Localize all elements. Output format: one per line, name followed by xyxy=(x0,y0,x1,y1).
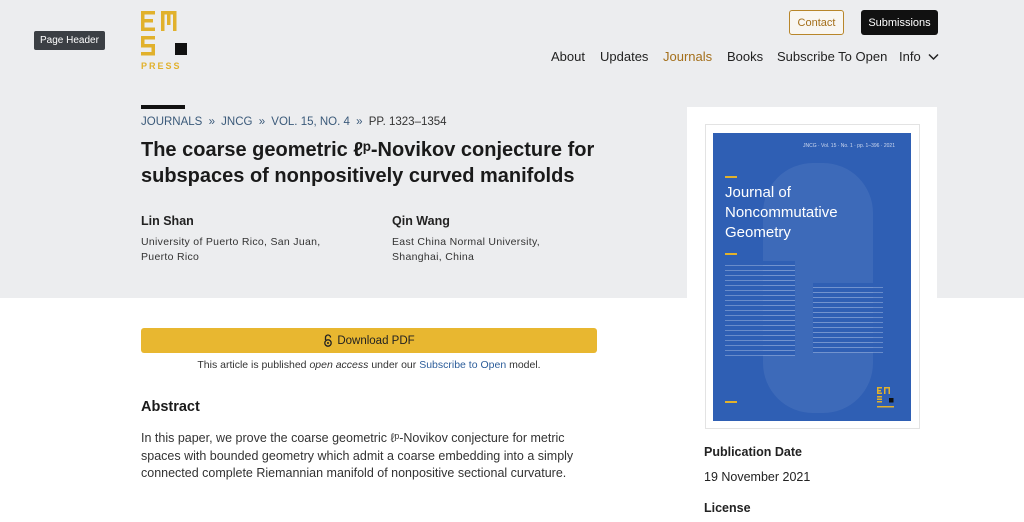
cover-editor-list xyxy=(725,261,795,356)
affiliation-line: East China Normal University, xyxy=(392,236,540,248)
open-access-note xyxy=(141,359,597,371)
affiliation-line: Puerto Rico xyxy=(141,251,200,263)
logo-press-text: PRESS xyxy=(141,61,182,71)
download-pdf-label: Download PDF xyxy=(337,334,415,347)
nav-books[interactable]: Books xyxy=(727,49,764,64)
article-title-line-1: The coarse geometric ℓᵖ-Novikov conjecture for xyxy=(141,139,595,161)
nav-info-label: Info xyxy=(899,49,921,64)
breadcrumb-pages: PP. 1323–1354 xyxy=(368,116,447,128)
nav-subscribe-to-open[interactable]: Subscribe To Open xyxy=(777,49,888,64)
breadcrumb xyxy=(141,116,447,128)
cover-top-text: JNCG · Vol. 15 · No. 1 · pp. 1–396 · 2021 xyxy=(803,143,895,149)
cover-editor-list xyxy=(813,283,883,353)
abstract-heading: Abstract xyxy=(141,399,200,415)
oa-note-text: This article is published xyxy=(197,359,310,371)
oa-note-emphasis: open access xyxy=(309,359,369,371)
journal-cover-image[interactable] xyxy=(713,133,911,421)
contact-button[interactable]: Contact xyxy=(789,10,844,35)
cover-ems-badge-icon xyxy=(877,387,897,411)
submissions-button[interactable]: Submissions xyxy=(861,10,938,35)
cover-title-line: Geometry xyxy=(725,224,791,241)
cover-accent-bar xyxy=(725,401,737,403)
cover-accent-bar xyxy=(725,176,737,178)
abstract-text: In this paper, we prove the coarse geometric ℓᵖ-Novikov conjecture for metric spaces with bounded geometry which admit a coarse embedding into a simply connected complete Riemannian manifold of nonpositive sectional curvature. xyxy=(141,431,574,480)
nav-journals[interactable]: Journals xyxy=(663,49,713,64)
license-label: License xyxy=(704,501,751,515)
cover-title-line: Noncommutative xyxy=(725,204,838,221)
nav-info[interactable] xyxy=(899,49,939,64)
publication-date-label: Publication Date xyxy=(704,445,802,459)
title-rule xyxy=(141,105,185,109)
breadcrumb-volume[interactable]: VOL. 15, NO. 4 xyxy=(271,116,350,128)
chevron-down-icon xyxy=(928,53,939,61)
download-pdf-button[interactable] xyxy=(141,328,597,353)
cover-title-line: Journal of xyxy=(725,184,791,201)
affiliation-line: University of Puerto Rico, San Juan, xyxy=(141,236,321,248)
author-name[interactable]: Qin Wang xyxy=(392,214,450,228)
cover-accent-bar xyxy=(725,253,737,255)
breadcrumb-jncg[interactable]: JNCG xyxy=(221,116,253,128)
breadcrumb-journals[interactable]: JOURNALS xyxy=(141,116,203,128)
page-header-tooltip: Page Header xyxy=(34,31,105,50)
nav-updates[interactable]: Updates xyxy=(600,49,649,64)
article-title xyxy=(141,137,611,189)
publication-date-value: 19 November 2021 xyxy=(704,470,811,484)
ems-logo-icon xyxy=(141,11,191,61)
breadcrumb-separator: » xyxy=(208,116,215,128)
nav-about[interactable]: About xyxy=(551,49,585,64)
author-affiliation xyxy=(392,235,540,265)
article-title-line-2: subspaces of nonpositively curved manifolds xyxy=(141,165,575,187)
subscribe-to-open-link[interactable]: Subscribe to Open xyxy=(419,359,507,371)
oa-note-text: model. xyxy=(506,359,541,371)
breadcrumb-separator: » xyxy=(258,116,266,128)
open-access-icon xyxy=(323,334,333,347)
ems-press-logo[interactable] xyxy=(141,11,191,71)
author-affiliation xyxy=(141,235,320,265)
cover-journal-title xyxy=(725,183,838,243)
affiliation-line: Shanghai, China xyxy=(392,251,475,263)
oa-note-text: under our xyxy=(368,359,420,371)
author-name[interactable]: Lin Shan xyxy=(141,214,194,228)
breadcrumb-separator: » xyxy=(356,116,363,128)
